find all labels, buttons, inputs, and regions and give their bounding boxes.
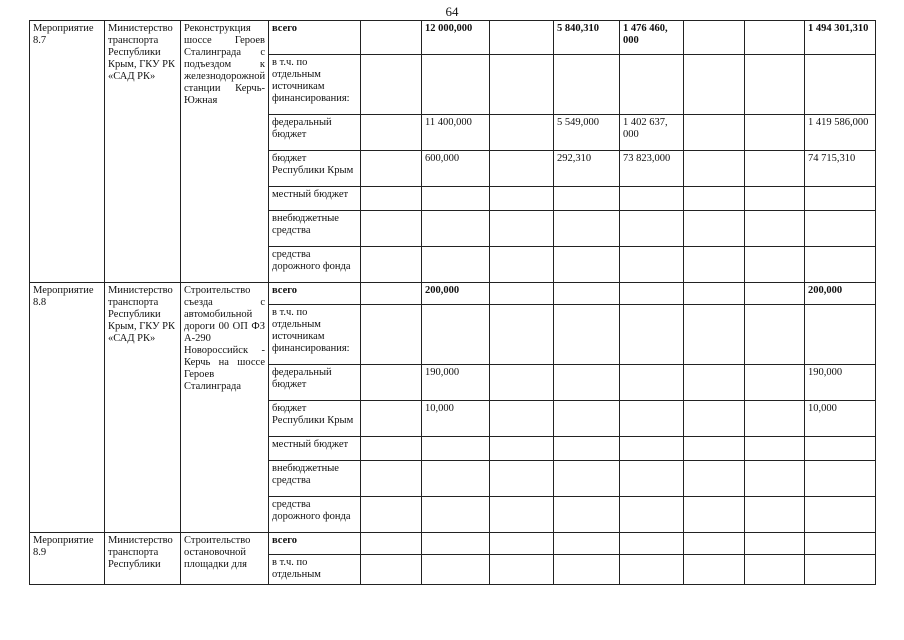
value-cell <box>361 401 422 437</box>
value-cell <box>361 283 422 305</box>
value-cell <box>805 211 876 247</box>
value-cell <box>620 497 684 533</box>
value-cell <box>361 21 422 55</box>
value-cell <box>361 497 422 533</box>
value-cell <box>805 247 876 283</box>
value-cell <box>684 305 745 365</box>
value-cell <box>422 55 490 115</box>
measure-id-cell: Мероприятие 8.7 <box>30 21 105 283</box>
value-cell <box>620 555 684 585</box>
value-cell: 1 402 637, 000 <box>620 115 684 151</box>
executor-cell: Министерство транспорта Республики <box>105 533 181 585</box>
value-cell <box>684 283 745 305</box>
value-cell: 74 715,310 <box>805 151 876 187</box>
value-cell <box>684 151 745 187</box>
value-cell <box>805 555 876 585</box>
value-cell <box>361 55 422 115</box>
source-label-cell: всего <box>269 283 361 305</box>
value-cell <box>490 555 554 585</box>
value-cell <box>361 365 422 401</box>
source-label-cell: средства дорожного фонда <box>269 247 361 283</box>
measure-name-cell: Строительство остановочной площадки для <box>181 533 269 585</box>
value-cell <box>684 555 745 585</box>
value-cell <box>805 55 876 115</box>
value-cell <box>361 187 422 211</box>
value-cell: 200,000 <box>805 283 876 305</box>
value-cell <box>684 55 745 115</box>
source-label-cell: средства дорожного фонда <box>269 497 361 533</box>
value-cell <box>361 305 422 365</box>
value-cell <box>490 497 554 533</box>
value-cell <box>684 365 745 401</box>
value-cell <box>554 247 620 283</box>
value-cell: 11 400,000 <box>422 115 490 151</box>
value-cell <box>684 115 745 151</box>
value-cell: 12 000,000 <box>422 21 490 55</box>
value-cell <box>490 461 554 497</box>
value-cell <box>620 283 684 305</box>
value-cell <box>684 247 745 283</box>
value-cell <box>620 211 684 247</box>
value-cell <box>745 365 805 401</box>
table-body <box>30 21 876 585</box>
value-cell <box>361 533 422 555</box>
value-cell <box>684 21 745 55</box>
value-cell <box>684 211 745 247</box>
source-label-cell: внебюджетные средства <box>269 461 361 497</box>
page-number: 64 <box>445 4 459 19</box>
value-cell <box>745 187 805 211</box>
value-cell <box>490 437 554 461</box>
value-cell <box>620 187 684 211</box>
source-label-cell: местный бюджет <box>269 437 361 461</box>
value-cell: 5 840,310 <box>554 21 620 55</box>
value-cell <box>554 555 620 585</box>
value-cell <box>554 461 620 497</box>
value-cell <box>684 497 745 533</box>
value-cell <box>554 187 620 211</box>
value-cell <box>745 401 805 437</box>
value-cell <box>620 533 684 555</box>
value-cell <box>745 151 805 187</box>
value-cell <box>554 283 620 305</box>
value-cell <box>422 533 490 555</box>
value-cell <box>490 187 554 211</box>
value-cell <box>745 533 805 555</box>
value-cell: 1 494 301,310 <box>805 21 876 55</box>
source-label-cell: федеральный бюджет <box>269 115 361 151</box>
value-cell <box>422 187 490 211</box>
value-cell: 10,000 <box>422 401 490 437</box>
value-cell <box>422 247 490 283</box>
value-cell <box>361 437 422 461</box>
value-cell <box>422 555 490 585</box>
value-cell <box>490 305 554 365</box>
source-label-cell: федеральный бюджет <box>269 365 361 401</box>
value-cell <box>805 461 876 497</box>
value-cell <box>554 533 620 555</box>
value-cell <box>745 115 805 151</box>
value-cell <box>422 497 490 533</box>
value-cell <box>554 497 620 533</box>
table-row <box>30 533 876 555</box>
value-cell <box>490 115 554 151</box>
value-cell <box>745 437 805 461</box>
value-cell <box>490 211 554 247</box>
source-label-cell: в т.ч. по отдельным <box>269 555 361 585</box>
value-cell: 73 823,000 <box>620 151 684 187</box>
value-cell <box>361 211 422 247</box>
value-cell <box>490 365 554 401</box>
value-cell <box>422 461 490 497</box>
value-cell <box>745 461 805 497</box>
value-cell <box>620 401 684 437</box>
source-label-cell: всего <box>269 21 361 55</box>
value-cell <box>745 55 805 115</box>
value-cell <box>361 247 422 283</box>
value-cell <box>805 305 876 365</box>
value-cell <box>490 151 554 187</box>
value-cell <box>805 187 876 211</box>
value-cell <box>490 247 554 283</box>
value-cell <box>745 247 805 283</box>
value-cell <box>490 21 554 55</box>
value-cell <box>684 533 745 555</box>
value-cell <box>684 437 745 461</box>
executor-cell: Министерство транспорта Республики Крым, ГКУ РК «САД РК» <box>105 283 181 533</box>
value-cell <box>620 247 684 283</box>
value-cell: 190,000 <box>805 365 876 401</box>
financing-table <box>29 20 876 585</box>
source-label-cell: бюджет Республики Крым <box>269 401 361 437</box>
value-cell <box>554 365 620 401</box>
value-cell <box>422 211 490 247</box>
table-row <box>30 283 876 305</box>
value-cell <box>361 115 422 151</box>
value-cell <box>620 437 684 461</box>
measure-name-cell: Строительство съезда с автомобильной дороги 00 ОП ФЗ А-290 Новороссийск - Керчь на шоссе Героев Сталинграда <box>181 283 269 533</box>
value-cell <box>745 497 805 533</box>
value-cell <box>554 211 620 247</box>
value-cell <box>422 437 490 461</box>
executor-cell: Министерство транспорта Республики Крым, ГКУ РК «САД РК» <box>105 21 181 283</box>
value-cell <box>745 283 805 305</box>
value-cell <box>490 55 554 115</box>
value-cell <box>620 305 684 365</box>
source-label-cell: в т.ч. по отдельным источникам финансирования: <box>269 55 361 115</box>
value-cell <box>554 55 620 115</box>
value-cell <box>554 437 620 461</box>
value-cell: 5 549,000 <box>554 115 620 151</box>
source-label-cell: местный бюджет <box>269 187 361 211</box>
value-cell <box>554 401 620 437</box>
value-cell: 10,000 <box>805 401 876 437</box>
value-cell <box>745 305 805 365</box>
value-cell <box>805 533 876 555</box>
value-cell: 600,000 <box>422 151 490 187</box>
value-cell: 190,000 <box>422 365 490 401</box>
source-label-cell: внебюджетные средства <box>269 211 361 247</box>
source-label-cell: в т.ч. по отдельным источникам финансирования: <box>269 305 361 365</box>
value-cell <box>620 55 684 115</box>
table-row <box>30 21 876 55</box>
value-cell <box>490 283 554 305</box>
value-cell <box>745 211 805 247</box>
source-label-cell: всего <box>269 533 361 555</box>
value-cell <box>361 151 422 187</box>
value-cell: 200,000 <box>422 283 490 305</box>
value-cell <box>745 555 805 585</box>
value-cell: 1 476 460, 000 <box>620 21 684 55</box>
source-label-cell: бюджет Республики Крым <box>269 151 361 187</box>
value-cell <box>361 461 422 497</box>
value-cell <box>805 497 876 533</box>
value-cell <box>554 305 620 365</box>
value-cell <box>805 437 876 461</box>
value-cell <box>620 365 684 401</box>
value-cell <box>422 305 490 365</box>
measure-id-cell: Мероприятие 8.8 <box>30 283 105 533</box>
value-cell: 1 419 586,000 <box>805 115 876 151</box>
value-cell <box>490 533 554 555</box>
value-cell <box>684 461 745 497</box>
value-cell: 292,310 <box>554 151 620 187</box>
measure-name-cell: Реконструкция шоссе Героев Сталинграда с подъездом к железнодорожной станции Керчь-Южная <box>181 21 269 283</box>
value-cell <box>490 401 554 437</box>
value-cell <box>684 401 745 437</box>
measure-id-cell: Мероприятие 8.9 <box>30 533 105 585</box>
value-cell <box>684 187 745 211</box>
value-cell <box>620 461 684 497</box>
value-cell <box>745 21 805 55</box>
value-cell <box>361 555 422 585</box>
